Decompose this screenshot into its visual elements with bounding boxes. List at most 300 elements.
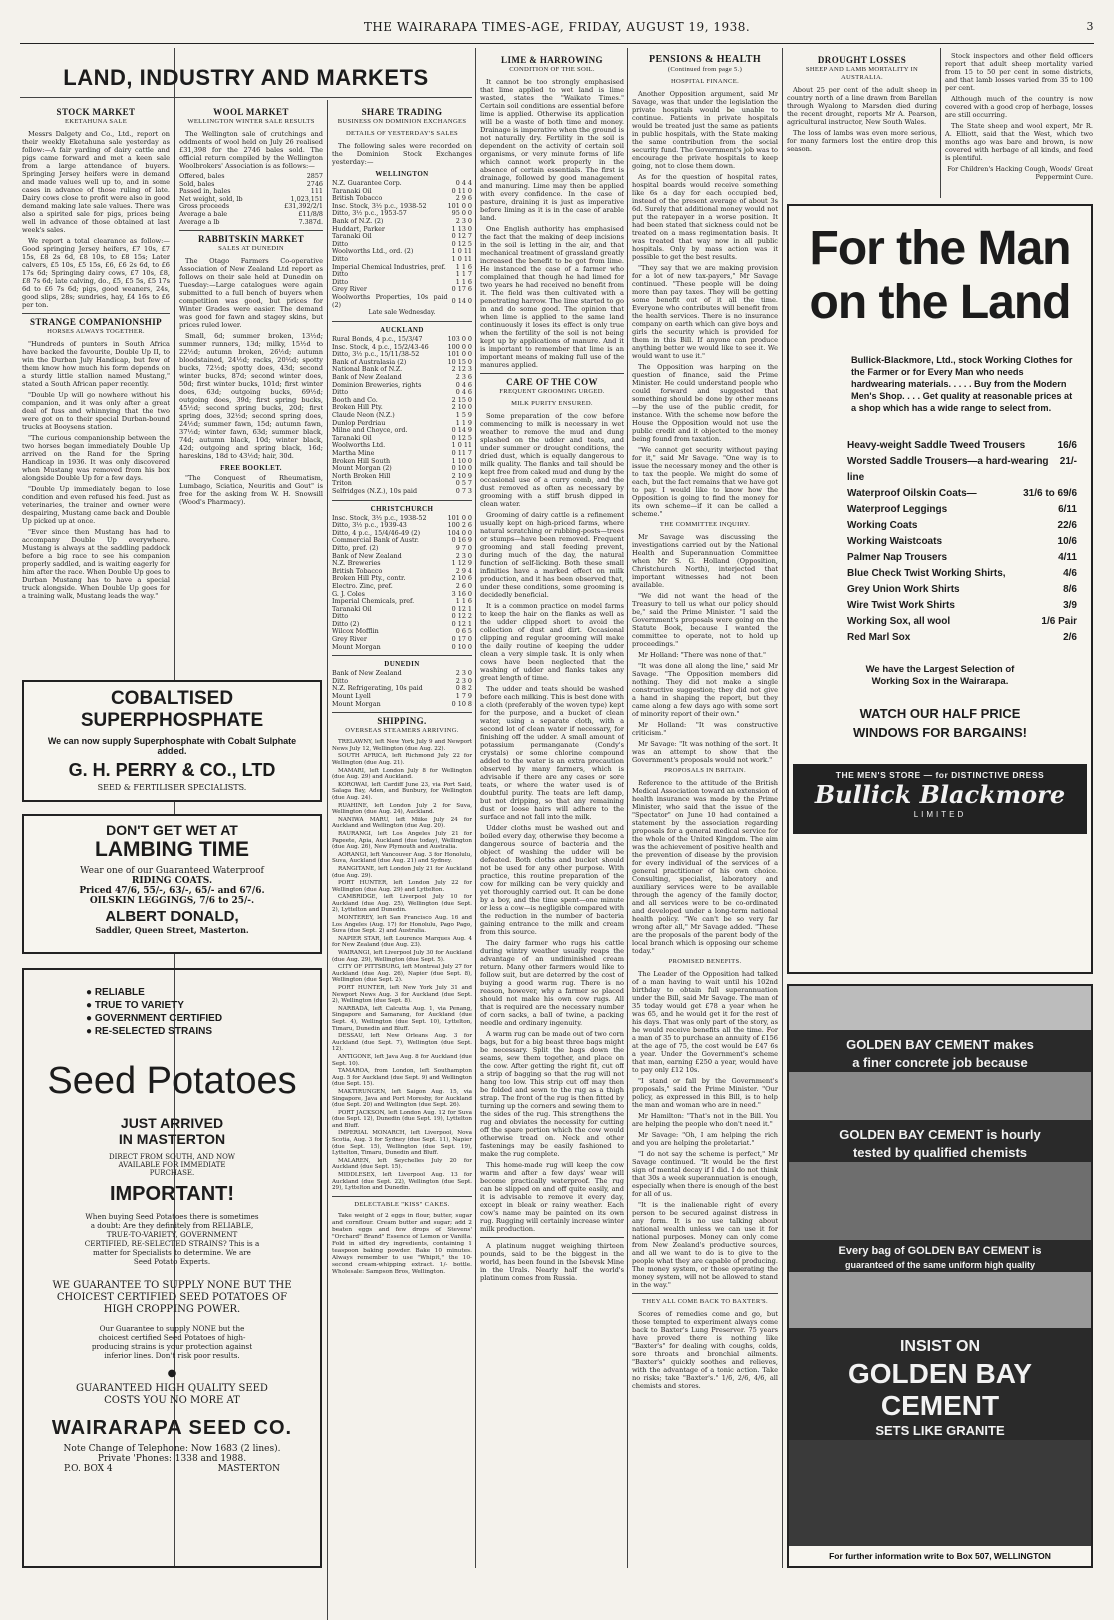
price-item bbox=[847, 550, 1077, 566]
sale-price: 0 12 7 bbox=[451, 232, 472, 241]
table-row bbox=[332, 670, 472, 678]
sale-price: 104 0 0 bbox=[447, 528, 472, 537]
divider bbox=[480, 1237, 624, 1238]
security-name: Triton bbox=[332, 479, 352, 488]
item-price: 8/6 bbox=[1063, 584, 1077, 595]
shipping-entry: RUAHINE, left London July 2 for Suva, Wellington (due Aug. 24), Auckland. bbox=[332, 802, 472, 816]
auckland-heading: AUCKLAND bbox=[380, 326, 424, 335]
divider bbox=[332, 712, 472, 713]
security-name: Grey River bbox=[332, 635, 367, 644]
security-name: Grey River bbox=[332, 285, 367, 294]
dunedin-heading: DUNEDIN bbox=[384, 660, 420, 669]
security-name: Insc. Stock, 3½ p.c., 1938-52 bbox=[332, 513, 427, 522]
price-item bbox=[847, 614, 1077, 630]
sale-price: 1 1 6 bbox=[455, 277, 472, 286]
bullick-store-line: THE MEN'S STORE — for DISTINCTIVE DRESS bbox=[835, 770, 1045, 780]
shipping-list bbox=[332, 739, 472, 1192]
sale-price: 2 10 6 bbox=[451, 574, 472, 583]
column-stock bbox=[22, 104, 170, 644]
security-name: Mount Morgan bbox=[332, 642, 381, 651]
seed-direct: DIRECT FROM SOUTH, AND NOW AVAILABLE FOR IMMEDIATE PURCHASE. bbox=[109, 1153, 235, 1177]
item-price: 21/- bbox=[1059, 456, 1077, 467]
cement-photo-lab bbox=[789, 1162, 1091, 1240]
sale-price: 101 0 0 bbox=[447, 201, 472, 210]
pensions-para: Another Opposition argument, said Mr Savage, was that under the legislation the private hospitals would be unable to continue. Patients in private hospitals would be treated just the same as patients in public hospitals, with the State making the same contribution from the social security fund. The Government's job was to encourage the private hospitals to keep going, not to close them down. bbox=[632, 90, 778, 170]
rabbit-subheading: SALES AT DUNEDIN bbox=[218, 245, 284, 253]
price-item bbox=[847, 486, 1077, 502]
item-name: Palmer Nap Trousers bbox=[847, 552, 948, 563]
sale-price: 2 9 6 bbox=[455, 194, 472, 203]
item-name: Blue Check Twist Working Shirts, bbox=[847, 568, 1006, 579]
security-name: Taranaki Oil bbox=[332, 186, 372, 195]
column-rule bbox=[940, 48, 941, 198]
column-rule bbox=[782, 48, 783, 1568]
sale-price: 1 0 11 bbox=[451, 254, 472, 263]
security-name: Mount Lyell bbox=[332, 692, 371, 701]
lambing-body1: Wear one of our Guaranteed Waterproof bbox=[80, 866, 264, 876]
wellington-table bbox=[332, 180, 472, 309]
sale-price: 0 6 5 bbox=[455, 627, 472, 636]
drought-subheading: SHEEP AND LAMB MORTALITY IN AUSTRALIA. bbox=[805, 66, 919, 81]
sale-price: 2 15 0 bbox=[451, 395, 472, 404]
item-name: Grey Union Work Shirts bbox=[847, 584, 960, 595]
security-name: N.Z. Guarantee Corp. bbox=[332, 179, 402, 187]
table-row bbox=[332, 701, 472, 709]
shipping-entry: NANIWA MARU, left Miike July 24 for Auckland and Wellington (due Aug. 20). bbox=[332, 816, 472, 830]
lambing-body4: OILSKIN LEGGINGS, 7/6 to 25/-. bbox=[89, 896, 255, 906]
sale-price: 100 2 6 bbox=[447, 521, 472, 530]
rabbit-para: Small, 6d; summer broken, 13½d; summer runners, 13d; milky, 15½d to 22½d; autumn broken, 26½d; autumn bloodstained, 24½d; racks, 20½d; spotty bucks, 72½d; spotty does, 43d; second winter bucks, 87d; second winter does, 50d; first winter bucks, 101d; first winter does, 63d; outgoing bucks, 69½d; outgoing does, 39d; first spring bucks, 45½d; second spring bucks, 20d; first spring does, 32½d; second spring does, 24½d; summer fawn, 15d; autumn fawn, 37½d; winter fawn, 63d; summer black, 74d; autumn black, 10d; winter black, 42d; outgoing and spring black, 16d; hareskins, 18d to 43½d; hair, 30d. bbox=[179, 332, 323, 461]
rabbit-heading: RABBITSKIN MARKET bbox=[197, 234, 305, 245]
item-name: Working Waistcoats bbox=[847, 536, 943, 547]
security-name: Dunlop Perdriau bbox=[332, 418, 386, 427]
sale-price: 100 0 0 bbox=[447, 342, 472, 351]
wellington-heading: WELLINGTON bbox=[375, 170, 429, 178]
rabbit-para: The Otago Farmers Co-operative Association of New Zealand Ltd report as follows on their sale held at Dunedin on Tuesday:—Large catalogues were again submitted to a full bench of buyers when competition was good, but prices for Winter Grades were easier. The demand was good for fawn and stagey skins, but prices ruled lower. bbox=[179, 257, 323, 330]
sale-price: 1 1 6 bbox=[455, 597, 472, 606]
security-name: Imperial Chemical Industries, pref. bbox=[332, 262, 446, 271]
ad-cobalt bbox=[22, 680, 322, 802]
column-lime bbox=[480, 52, 624, 1564]
security-name: Broken Hill Pty., contr. bbox=[332, 574, 406, 583]
christchurch-heading: CHRISTCHURCH bbox=[370, 504, 434, 513]
shipping-entry: RAURANGI, left Los Angeles July 21 for Papeete, Apia, Auckland (due today), Wellington (due Aug. 26), New Plymouth and Australia. bbox=[332, 830, 472, 851]
security-name: Bank of Australasia (2) bbox=[332, 357, 407, 366]
shipping-entry: MALAREN, left Seychelles July 20 for Auckland (due Sept. 15). bbox=[332, 1157, 472, 1171]
table-row: Average a bale £11/8/8 bbox=[179, 209, 323, 218]
security-name: Selfridges (N.Z.), 10s paid bbox=[332, 486, 418, 495]
kiss-heading: DELECTABLE "KISS" CAKES. bbox=[354, 1200, 450, 1208]
drought-left bbox=[787, 52, 937, 198]
sale-price: 2 10 9 bbox=[451, 471, 472, 480]
item-price: 31/6 to 69/6 bbox=[1023, 488, 1077, 499]
sale-price: 0 7 3 bbox=[455, 486, 472, 495]
ad-bullick bbox=[787, 204, 1093, 974]
item-name: Heavy-weight Saddle Tweed Trousers bbox=[847, 440, 1026, 451]
baxters-para: Scores of remedies come and go, but those tempted to experiment always come back to Baxter's Lung Preserver. 75 years have proved there is nothing like "Baxter's" for dealing with coughs, colds, sore throats and bronchial ailments. "Baxter's" quickly soothes and relieves, with the advantage of a tonic action. Take no risks; take "Baxter's." 1/6, 2/6, 4/6, all chemists and stores. bbox=[632, 1310, 778, 1390]
item-name: Worsted Saddle Trousers—a hard-wearing line bbox=[847, 456, 1049, 483]
security-name: Taranaki Oil bbox=[332, 604, 372, 613]
sale-price: 2 3 0 bbox=[455, 669, 472, 678]
shipping-entry: PORT HUNTER, left New York July 31 and Newport News Aug. 3 for Auckland (due Sept. 2), Wellington (due Sept. 8). bbox=[332, 985, 472, 1005]
divider bbox=[22, 313, 170, 314]
cement-photo-bags bbox=[789, 1272, 1091, 1328]
ad-cement bbox=[787, 984, 1093, 1568]
item-name: Red Marl Sox bbox=[847, 632, 911, 643]
shipping-entry: MIDDLESEX, left Liverpool Aug. 13 for Auckland (due Sept. 22), Wellington (due Sept. 29), Lyttelton and Dunedin. bbox=[332, 1172, 472, 1192]
stock-para: We report a total clearance as follow:—Good springing Jersey heifers, £7 10s, £7 15s, £8 2s 6d, £8 10s, to £8 15s; Later calvers, £5 10s, £5 15s, £6, £6 2s 6d, to £6 17s 6d; Springing dairy cows, £7 10s, £8, £8 7s 6d; late calving, do., £5, £5 5s, £5 17s 6d to £6 7s 6d; pigs, good weaners, 24s, good slips, 28s; sundries, hay, £4 16s to £6 per ton. bbox=[22, 237, 170, 309]
table-row bbox=[332, 473, 472, 481]
security-name: Ditto bbox=[332, 388, 349, 397]
drought-right bbox=[945, 52, 1093, 198]
security-name: Woolworths Ltd., ord. (2) bbox=[332, 247, 414, 256]
shipping-entry: DESSAU, left New Orleans Aug. 3 for Auckland (due Sept. 7), Wellington (due Sept. 12). bbox=[332, 1033, 472, 1053]
sale-price: 1 10 0 bbox=[451, 456, 472, 465]
sale-price: 0 12 5 bbox=[451, 433, 472, 442]
table-row bbox=[332, 248, 472, 256]
bullet-item: ● RE-SELECTED STRAINS bbox=[86, 1026, 213, 1037]
sale-price: 2 3 0 bbox=[455, 551, 472, 560]
cement-line7: INSIST ON bbox=[789, 1328, 1091, 1358]
security-name: Ditto, 3½ p.c., 1939-43 bbox=[332, 521, 407, 530]
price-item bbox=[847, 582, 1077, 598]
cement-line2: a finer concrete job because bbox=[789, 1054, 1091, 1072]
security-name: Broken Hill South bbox=[332, 456, 391, 465]
lambing-addr: Saddler, Queen Street, Masterton. bbox=[95, 925, 249, 935]
seed-guarantee: WE GUARANTEE TO SUPPLY NONE BUT THE CHOICEST CERTIFIED SEED POTATOES OF HIGH CROPPING POWER. bbox=[52, 1280, 292, 1315]
britain-para: Reference to the attitude of the British Medical Association toward an extension of health insurance was made by the Prime Minister, who said that the issue of the "Spectator" on June 10 had contained a statement by the association regarding proposals for a general medical service for the whole of the United Kingdom. The aim was the achievement of positive health and the prevention of disease by the provision for every individual of the services of a general practitioner of his own choice. Consulting, specialist, laboratory and auxiliary services were to be available through the agency of the family doctor, and all services were to be co-ordinated and developed under a long-term national health policy. "We can't be so very far wrong after all," Mr Savage added. "These are the proposals of the parent body of the local branch which is opposing our scheme today." bbox=[632, 779, 778, 955]
security-name: N.Z. Refrigerating, 10s paid bbox=[332, 684, 423, 693]
late-note: Late sale Wednesday. bbox=[368, 309, 436, 317]
stock-para: Messrs Dalgety and Co., Ltd., report on their weekly Eketahuna sale yesterday as follow:—A fair yarding of dairy cattle and pigs came forward and met a keen sale from a large attendance of buyers. Springing Jersey heifers were in demand and made values well up to, and in some cases in advance of those ruling of late. Dairy cows close to profit were also in good demand making late sale values. There was also a spirited sale for pigs, prices being well in advance of those obtained at last week's sales. bbox=[22, 130, 170, 234]
item-price: 2/6 bbox=[1063, 632, 1077, 643]
security-name: Mount Morgan (2) bbox=[332, 464, 392, 473]
sale-price: 0 10 0 bbox=[451, 464, 472, 473]
sale-price: 0 12 1 bbox=[451, 619, 472, 628]
benefits-para: "I do not say the scheme is perfect," Mr Savage continued. "It would be the first sign of mental decay if I did. I do not think that 30s a week superannuation is enough, especially when there is enough of the best for all of us. bbox=[632, 1150, 778, 1198]
sale-price: 0 4 4 bbox=[455, 179, 472, 187]
shipping-entry: MAMARI, left London July 8 for Wellington (due Aug. 29) and Auckland. bbox=[332, 767, 472, 781]
cobalt-firm: G. H. PERRY & CO., LTD bbox=[68, 760, 276, 780]
benefits-para: The Leader of the Opposition had talked of a man having to wait until his 102nd birthday to obtain full superannuation under the Bill, said Mr Savage. The man of 35 today would get £78 a year when he was 65, and he would get it for the rest of his days. That was only part of the story, as he would receive benefits all the time. For a man of 35 to purchase an annuity of £156 at the age of 75, the cost would be £47 6s a year. Under the Government's scheme that man, earning £250 a year, would have to pay only £12 10s. bbox=[632, 970, 778, 1074]
cow-para: This home-made rug will keep the cow warm and after a few days' wear will become practically waterproof. The rug can be slipped on and off quite easily, and it is advisable to remove it every day, except in bleak or rainy weather. Each cow's name may be painted on its own rug. Rugging will certainly increase winter milk production. bbox=[480, 1161, 624, 1233]
divider bbox=[332, 500, 472, 501]
item-name: Waterproof Oilskin Coats— bbox=[847, 488, 977, 499]
shipping-entry: WAIRANGI, left Liverpool July 30 for Auckland (due Aug. 29), Wellington (due Sept. 5). bbox=[332, 950, 472, 963]
sale-price: 2 10 0 bbox=[451, 403, 472, 412]
shipping-entry: KOROWAI, left Cardiff June 23, via Port Said, Salaga Bay, Aden, and Bunbury, for Wellington (due Aug. 24). bbox=[332, 781, 472, 801]
security-name: Mount Morgan bbox=[332, 699, 381, 708]
cement-line1: GOLDEN BAY CEMENT makes bbox=[789, 1030, 1091, 1054]
cow-heading: CARE OF THE COW bbox=[506, 377, 598, 387]
price-item bbox=[847, 534, 1077, 550]
committee-para: Mr Savage: "It was nothing of the sort. It was an attempt to show that the Government's proposals would not work." bbox=[632, 740, 778, 764]
banner-title: LAND, INDUSTRY AND MARKETS bbox=[63, 65, 429, 90]
cow-para: It is a common practice on model farms to keep the hair on the flanks as well as the udder clipped short to avoid the collection of dust and dirt. Occasional clipping and regular grooming will make the daily routine of keeping the udder clean a very simple task. It is only when cows have been neglected that the washing of udder and flanks takes any great length of time. bbox=[480, 602, 624, 682]
benefits-para: "I stand or fall by the Government's proposals," said the Prime Minister. "Our policy, as expressed in this Bill, is to help the man and woman who are in need." bbox=[632, 1077, 778, 1109]
security-name: Milne and Choyce, ord. bbox=[332, 426, 408, 435]
sale-price: 0 14 9 bbox=[451, 426, 472, 435]
sale-price: 1 5 9 bbox=[455, 411, 472, 420]
security-name: Broken Hill Pty. bbox=[332, 403, 383, 412]
cow-para: Some preparation of the cow before commencing to milk is necessary in wet weather to remove the mud and dung splashed on the udder and teats, and under summer or drought conditions, the dried dust, which is equally dangerous to milk quality. The flanks and tail should be kept free from caked mud and dung by the occasional use of a curry comb, and the dust removed as often as necessary by grooming with a stiff brush dipped in clean water. bbox=[480, 412, 624, 508]
security-name: British Tobacco bbox=[332, 194, 383, 203]
pensions-continued: (Continued from page 5.) bbox=[667, 66, 743, 73]
share-subheading: BUSINESS ON DOMINION EXCHANGES bbox=[337, 118, 467, 125]
price-item bbox=[847, 598, 1077, 614]
shipping-entry: ANTIGONE, left Java Aug. 8 for Auckland (due Sept. 10). bbox=[332, 1053, 472, 1067]
security-name: Ditto bbox=[332, 254, 349, 263]
committee-para: Mr Holland: "There was none of that." bbox=[638, 651, 767, 659]
drought-para: The loss of lambs was even more serious, for many farmers lost the entire drop this season. bbox=[787, 129, 937, 153]
pensions-para: "We cannot get security without paying for it," said Mr Savage. "One way is to issue the necessary money and the other is to tax the people. We might do some of each, but the fact remains that we have got to pay. I would like to know how the Opposition is going to find the money for its own scheme—if it can be called a scheme." bbox=[632, 446, 778, 518]
cement-footer: For further information write to Box 507, WELLINGTON bbox=[789, 1546, 1091, 1566]
strange-heading: STRANGE COMPANIONSHIP bbox=[30, 317, 162, 327]
item-price: 10/6 bbox=[1057, 536, 1077, 547]
item-price: 4/11 bbox=[1058, 552, 1077, 563]
bullet-item: ● TRUE TO VARIETY bbox=[86, 1000, 184, 1011]
table-row bbox=[332, 233, 472, 241]
item-price: 4/6 bbox=[1063, 568, 1077, 579]
drought-para: Although much of the country is now covered with a good crop of herbage, losses are still occurring. bbox=[945, 95, 1093, 119]
shipping-entry: NAPIER STAR, left Lourence Marques Aug. 4 for New Zealand (due Aug. 23). bbox=[332, 935, 472, 949]
cement-line6: guaranteed of the same uniform high quality bbox=[789, 1259, 1091, 1272]
sale-price: 1 13 0 bbox=[451, 224, 472, 233]
seed-important-body: When buying Seed Potatoes there is sometimes a doubt: Are they definitely from RELIABLE, TRUE-TO-VARIETY, GOVERNMENT CERTIFIED, RE-SELECTED STRAINS? This is a matter for Specialists to determine. We are Seed Potato Experts. bbox=[84, 1212, 260, 1266]
security-name: Commercial Bank of Austr. bbox=[332, 536, 419, 545]
price-item bbox=[847, 438, 1077, 454]
security-name: Insc. Stock, 4 p.c., 15/2/43-46 bbox=[332, 342, 429, 351]
cement-line5: Every bag of GOLDEN BAY CEMENT is bbox=[789, 1240, 1091, 1259]
table-row bbox=[332, 644, 472, 652]
item-price: 3/9 bbox=[1063, 600, 1077, 611]
sale-price: 9 7 0 bbox=[455, 543, 472, 552]
item-price: 16/6 bbox=[1057, 440, 1077, 451]
table-row bbox=[332, 606, 472, 614]
bullick-title2: on the Land bbox=[809, 276, 1071, 329]
security-name: Rural Bonds, 4 p.c., 15/3/47 bbox=[332, 335, 423, 344]
kiss-para: Take weight of 2 eggs in flour, butter, sugar and cornflour. Cream butter and sugar; add 2 beaten eggs and few drops of Stevens' "Orchard" Brand" Essence of Lemon or Vanilla. Fold in sifted dry ingredients, containing 1 teaspoon baking powder. Bake 10 minutes. Always remember to use "Whipit," the 10-second cream-whipping extract. 1/- bottle. Wholesale: Sampson Bros, Wellington. bbox=[332, 1212, 472, 1275]
price-item bbox=[847, 518, 1077, 534]
seed-box-line: P.O. BOX 4 MASTERTON bbox=[64, 1464, 280, 1474]
table-row bbox=[332, 294, 472, 309]
security-name: Ditto bbox=[332, 612, 349, 621]
christchurch-table bbox=[332, 515, 472, 652]
benefits-para: Mr Hamilton: "That's not in the Bill. You are helping the people who don't need it." bbox=[632, 1112, 778, 1128]
pensions-para: "They say that we are making provision for a lot of new tax-payers," Mr Savage continued. "These people will be doing more than pay taxes. They will be getting some benefit out of it all the time. Everyone who contributes will benefit from the health services. There is no insurance company on earth which can give boys and girls the security which is provided for them in this Bill. If anyone can produce anything better we would like to see it. We would want to use it." bbox=[632, 264, 778, 360]
ad-lambing bbox=[22, 814, 322, 954]
shipping-entry: IMPERIAL MONARCH, left Liverpool, Nova Scotia, Aug. 3 for Sydney (due Sept. 11), Napier (due Sept. 15), Wellington (due Sept. 19), Lyttelton, Timaru, Dunedin and Bluff. bbox=[332, 1130, 472, 1157]
security-name: Ditto, 3½ p.c., 15/11/38-52 bbox=[332, 350, 420, 359]
security-name: Bank of N.Z. (2) bbox=[332, 216, 384, 225]
bullick-intro: Bullick-Blackmore, Ltd., stock Working Clothes for the Farmer or for Every Man who needs hardwearing materials. . . . . Buy from the Modern Men's Shop. . . . Get quality at reasonable prices at a shop which has a wide range to select from. bbox=[851, 355, 1073, 413]
lambing-line1: DON'T GET WET AT bbox=[106, 822, 238, 838]
security-name: Taranaki Oil bbox=[332, 232, 372, 241]
security-name: Bank of New Zealand bbox=[332, 373, 402, 382]
sale-price: 2 3 6 bbox=[455, 373, 472, 382]
shipping-entry: NARBADA, left Calcutta Aug. 1, via Penang, Singapore and Samarang, for Auckland (due Sept. 4), Wellington (due Sept. 10), Lyttelton, Timaru, Dunedin and Bluff. bbox=[332, 1005, 472, 1032]
cobalt-body: We can now supply Superphosphate with Cobalt Sulphate added. bbox=[47, 736, 297, 756]
divider bbox=[332, 321, 472, 322]
bullick-limited: LIMITED bbox=[913, 810, 967, 819]
seed-guarantee-body: Our Guarantee to supply NONE but the choicest certified Seed Potatoes of high-producing strains is your protection against inferior lines. Don't risk poor results. bbox=[91, 1324, 253, 1360]
sale-price: 101 0 0 bbox=[447, 350, 472, 359]
security-name: Martha Mine bbox=[332, 449, 375, 457]
seed-firm: WAIRARAPA SEED CO. bbox=[51, 1417, 293, 1439]
table-row: Sold, bales 2746 bbox=[179, 179, 323, 188]
strange-para: "The curious companionship between the two horses began immediately Double Up arrived on the Rand for the Spring Handicap in 1936. It was only discovered when Mustang was removed from his box alongside Double Up for a few days. bbox=[22, 434, 170, 482]
cow-para: Udder cloths must be washed out and boiled every day, otherwise they become a dangerous source of bacteria and the object of washing the udder will be defeated. Both cloths and bucket should not be used for any other purpose. With practice, this routine preparation of the cow for milking can be very quickly and yet thoroughly carried out. It can be done by a boy, and the time spent—one minute or less a cow—is negligible compared with the reduction in the number of bacteria gaining entrance to the milk and cream from this source. bbox=[480, 824, 624, 936]
sale-price: 0 11 7 bbox=[451, 449, 472, 457]
seed-bullets bbox=[86, 986, 320, 1038]
shipping-entry: PORT HUNTER, left London July 22 for Wellington (due Aug. 29) and Lyttelton. bbox=[332, 880, 472, 893]
divider bbox=[179, 230, 323, 231]
table-row bbox=[332, 382, 472, 390]
committee-heading: THE COMMITTEE INQUIRY. bbox=[659, 521, 751, 528]
table-row: Passed in, bales 111 bbox=[179, 187, 323, 196]
committee-para: "We did not want the head of the Treasury to tell us what our policy should be," said the Prime Minister. "I said the Government's proposals were going on the Statute Book, because I wanted the committee to operate, not to hold up proceedings." bbox=[632, 592, 778, 648]
sale-price: 10 15 0 bbox=[447, 357, 472, 366]
security-name: Bank of New Zealand bbox=[332, 669, 402, 678]
sale-price: 0 16 9 bbox=[451, 536, 472, 545]
sale-price: 103 0 0 bbox=[447, 335, 472, 344]
bullick-logo: Bullick Blackmore bbox=[814, 780, 1066, 809]
dunedin-table bbox=[332, 670, 472, 708]
seed-cost: GUARANTEED HIGH QUALITY SEED COSTS YOU NO MORE AT bbox=[76, 1383, 268, 1406]
column-rule bbox=[327, 100, 328, 1620]
cow-subheading: FREQUENT GROOMING URGED. bbox=[499, 388, 605, 395]
security-name: Ditto, pref. (2) bbox=[332, 543, 379, 552]
sale-price: 95 0 0 bbox=[451, 209, 472, 218]
security-name: Claude Neon (N.Z.) bbox=[332, 411, 395, 420]
column-rule bbox=[627, 48, 628, 1568]
lime-para: It cannot be too strongly emphasised that lime applied to wet land is lime wasted, states the "Waikato Times." Certain soil conditions are essential before lime is applied. Otherwise its application will be a waste of both time and money. Drainage is imperative when the ground is not naturally dry. Fertility in the soil is dependent on the activity of certain soil organisms, or very minute forms of life which cannot work properly in the absence of certain essentials. The first is drainage, followed by good management and manuring. Lime may then be applied with every confidence. In the case of pasture, draining it is just as imperative before liming as it is in the case of arable land. bbox=[480, 78, 624, 222]
stock-heading: STOCK MARKET bbox=[56, 107, 136, 117]
sale-price: 0 12 5 bbox=[451, 239, 472, 248]
stock-subheading: EKETAHUNA SALE bbox=[64, 118, 128, 125]
seed-private: Private 'Phones: 1338 and 1988. bbox=[97, 1454, 247, 1464]
wool-heading: WOOL MARKET bbox=[213, 107, 289, 117]
security-name: National Bank of N.Z. bbox=[332, 365, 403, 374]
security-name: N.Z. Breweries bbox=[332, 559, 381, 568]
security-name: G. J. Coles bbox=[332, 589, 365, 598]
table-row: Average a lb 7.387d. bbox=[179, 217, 323, 226]
cement-photo-top bbox=[789, 986, 1091, 1030]
cow-para: The dairy farmer who rugs his cattle during wintry weather usually reaps the advantage of an undiminished cream return. Many other farmers would like to follow suit, but are deterred by the cost of buying a good warm rug. There is no reason, however, why a farmer so placed should not make his own cow rugs. All that is required are the necessary number of corn sacks, a ball of twine, a packing needle and ordinary ingenuity. bbox=[480, 939, 624, 1027]
strange-para: "Double Up immediately began to lose condition and even refused his feed. Just as veterinaries, the trainer and owner were despairing, Mustang came back and Double Up picked up at once. bbox=[22, 485, 170, 525]
share-subheading2: DETAILS OF YESTERDAY'S SALES bbox=[345, 130, 459, 137]
cow-para: Grooming of dairy cattle is a refinement usually kept on high-priced farms, where natural scratching or rubbing-posts—trees or stumps—have been removed. Frequent grooming and stall feeding prevent, during much of the day, the natural function of self-licking. Both these small infinities have a marked effect on milk production, and it has been observed that, under these conditions, some grooming is decidedly beneficial. bbox=[480, 511, 624, 599]
bullet-item: ● GOVERNMENT CERTIFIED bbox=[86, 1013, 223, 1024]
britain-heading: PROPOSALS IN BRITAIN. bbox=[664, 767, 746, 774]
sale-price: 0 14 0 bbox=[451, 296, 472, 305]
lambing-line2: LAMBING TIME bbox=[95, 838, 249, 861]
drought-para: Stock inspectors and other field officers report that adult sheep mortality varied from 15 to 50 per cent in some districts, and that lamb losses varied from 35 to 100 per cent. bbox=[945, 52, 1093, 92]
lambing-firm: ALBERT DONALD, bbox=[105, 908, 239, 925]
bullick-watch: WATCH OUR HALF PRICE WINDOWS FOR BARGAINS! bbox=[852, 706, 1028, 740]
drought-para: About 25 per cent of the adult sheep in country north of a line drawn from Barellan through Wyalong to Marsden died during the recent drought, reports Mr A. Pearson, agricultural instructor, New South Wales. bbox=[787, 86, 937, 126]
sale-price: 0 11 0 bbox=[451, 186, 472, 195]
security-name: Electro. Zinc, pref. bbox=[332, 581, 393, 590]
item-price: 1/6 Pair bbox=[1041, 616, 1077, 627]
strange-subheading: HORSES ALWAYS TOGETHER. bbox=[47, 328, 145, 335]
shipping-entry: RANGITANE, left London July 21 for Auckland (due Aug. 29). bbox=[332, 865, 472, 879]
drought-heading: DROUGHT LOSSES bbox=[817, 55, 907, 65]
lambing-body2: RIDING COATS. bbox=[131, 876, 213, 886]
security-name: Insc. Stock, 3½ p.c., 1938-52 bbox=[332, 201, 427, 210]
security-name: Ditto bbox=[332, 239, 349, 248]
sale-price: 1 0 11 bbox=[451, 441, 472, 450]
sale-price: 1 0 11 bbox=[451, 247, 472, 256]
committee-para: Mr Holland: "It was constructive criticism." bbox=[632, 721, 778, 737]
sale-price: 2 6 0 bbox=[455, 581, 472, 590]
benefits-para: Mr Savage: "Oh, I am helping the rich and you are helping the proletariat." bbox=[632, 1131, 778, 1147]
masthead bbox=[20, 20, 1094, 44]
sale-price: 0 10 0 bbox=[451, 642, 472, 651]
strange-para: "Double Up will go nowhere without his companion, and it was only after a great deal of fuss and whinnying that the two were got on to their special Durban-bound trucks at Booysens station. bbox=[22, 391, 170, 431]
security-name: Ditto bbox=[332, 277, 349, 286]
seed-town: IN MASTERTON bbox=[118, 1131, 226, 1147]
sale-price: 0 12 2 bbox=[451, 612, 472, 621]
sale-price: 1 7 9 bbox=[455, 692, 472, 701]
table-row: Gross proceeds £31,392/2/1 bbox=[179, 202, 323, 211]
item-name: Waterproof Leggings bbox=[847, 504, 948, 515]
security-name: Woolworths Ltd. bbox=[332, 441, 386, 450]
seed-title: Seed Potatoes bbox=[47, 1060, 297, 1102]
security-name: Ditto, 4 p.c., 15/4/46-49 (2) bbox=[332, 528, 421, 537]
wool-subheading: WELLINGTON WINTER SALE RESULTS bbox=[187, 118, 315, 125]
shipping-entry: MAKTIRUNGEN, left Saigon Aug. 15, via Singapore, Java and Port Moresby, for Auckland (due Sept. 20) and Wellington (due Sept. 26). bbox=[332, 1088, 472, 1109]
sale-price: 0 5 7 bbox=[455, 479, 472, 488]
column-wool bbox=[179, 104, 323, 644]
shipping-entry: CITY OF PITTSBURG, left Montreal July 27 for Auckland (due Aug. 26), Napier (due Sept. 8), Wellington (due Sept. 2). bbox=[332, 964, 472, 984]
seed-arrived: JUST ARRIVED bbox=[120, 1115, 224, 1131]
sale-price: 1 1 9 bbox=[455, 418, 472, 427]
security-name: Imperial Chemicals, pref. bbox=[332, 597, 415, 606]
security-name: Booth and Co. bbox=[332, 395, 378, 404]
sale-price: 0 17 0 bbox=[451, 635, 472, 644]
bullick-title1: For the Man bbox=[809, 222, 1071, 275]
price-item bbox=[847, 454, 1077, 486]
price-item bbox=[847, 630, 1077, 646]
shipping-entry: TRELAWNY, left New York July 9 and Newport News July 12, Wellington (due Aug. 22). bbox=[332, 739, 472, 752]
drought-para: The State sheep and wool expert, Mr R. A. Elliott, said that the West, which two months ago was bare and brown, is now covered with herbage of all kinds, and feed is plentiful. bbox=[945, 122, 1093, 162]
sale-price: 2 3 0 bbox=[455, 216, 472, 225]
sale-price: 101 0 0 bbox=[447, 513, 472, 522]
shipping-entry: TAMAROA, from London, left Southampton Aug. 5 for Auckland (due Sept. 9) and Wellington (due Sept. 15). bbox=[332, 1068, 472, 1088]
bullick-selection: We have the Largest Selection of Working Sox in the Wairarapa. bbox=[865, 664, 1015, 687]
sale-price: 0 17 6 bbox=[451, 285, 472, 294]
share-intro: The following sales were recorded on the Dominion Stock Exchanges yesterday:— bbox=[332, 142, 472, 166]
table-row bbox=[332, 264, 472, 272]
divider bbox=[632, 1293, 778, 1294]
masthead-title: THE WAIRARAPA TIMES-AGE, FRIDAY, AUGUST 19, 1938. bbox=[363, 20, 751, 34]
baxters-heading: THEY ALL COME BACK TO BAXTER'S. bbox=[642, 1298, 768, 1305]
cow-subheading2: MILK PURITY ENSURED. bbox=[511, 400, 593, 407]
strange-para: "Hundreds of punters in South Africa have backed the favourite, Double Up II, to win the Durban July Handicap, but few of them know how much his form depends on a sturdy little stallion named Mustang," stated a South African paper recently. bbox=[22, 340, 170, 388]
seed-tel: Note Change of Telephone: Now 1683 (2 lines). bbox=[63, 1444, 281, 1454]
hospital-heading: HOSPITAL FINANCE. bbox=[670, 78, 740, 85]
table-row: Offered, bales 2857 bbox=[179, 172, 323, 180]
cement-line4: tested by qualified chemists bbox=[789, 1144, 1091, 1162]
security-name: Ditto (2) bbox=[332, 619, 360, 628]
committee-para: Mr Savage was discussing the investigations carried out by the National Health and Superannuation Committee when Mr S. G. Holland (Opposition, Christchurch North), interjected that important witnesses had not been available. bbox=[632, 533, 778, 589]
column-rule bbox=[475, 48, 476, 1568]
lime-heading: LIME & HARROWING bbox=[501, 55, 603, 65]
bullick-price-list bbox=[847, 438, 1077, 646]
sale-price: 0 4 6 bbox=[455, 380, 472, 389]
auckland-table bbox=[332, 336, 472, 495]
